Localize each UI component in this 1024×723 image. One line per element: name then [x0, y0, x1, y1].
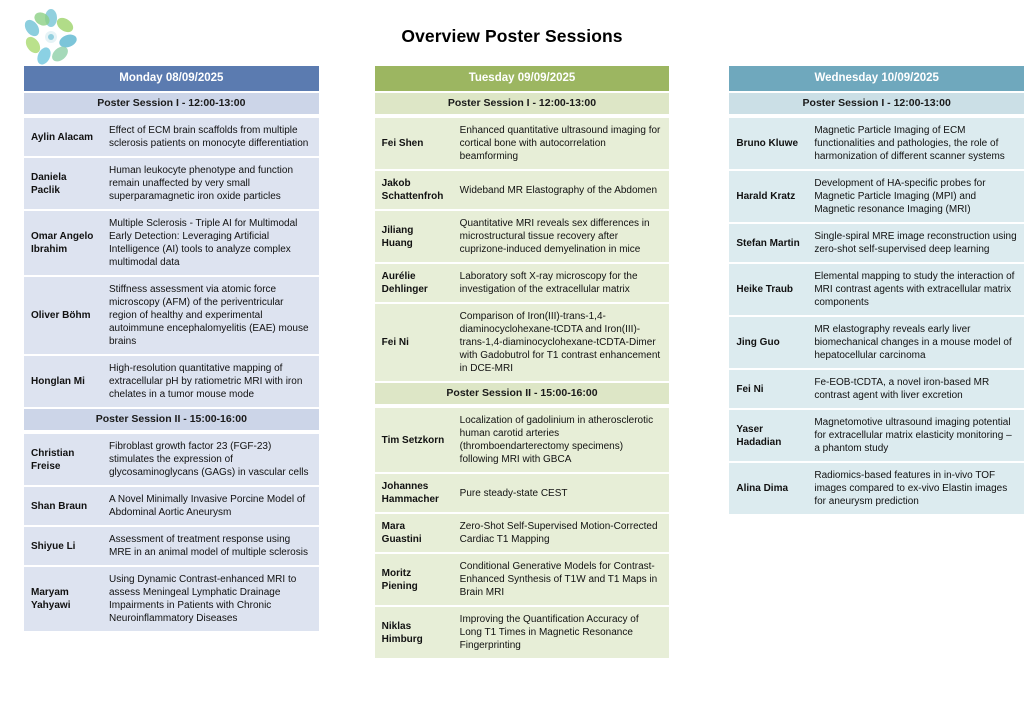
table-row — [375, 474, 670, 512]
poster-title: Effect of ECM brain scaffolds from multiple sclerosis patients on monocyte differentiation — [102, 118, 319, 156]
table-row — [375, 408, 670, 472]
poster-title: High-resolution quantitative mapping of extracellular pH by ratiometric MRI with iron chelates in a tumor mouse mode — [102, 356, 319, 407]
day-column-monday — [24, 66, 319, 660]
poster-title: A Novel Minimally Invasive Porcine Model of Abdominal Aortic Aneurysm — [102, 487, 319, 525]
table-row — [729, 463, 1024, 514]
presenter-name: Mara Guastini — [375, 514, 453, 552]
presenter-name: Harald Kratz — [729, 171, 807, 222]
presenter-name: Jiliang Huang — [375, 211, 453, 262]
session-header: Poster Session I - 12:00-13:00 — [729, 93, 1024, 114]
poster-table — [375, 406, 670, 660]
poster-title: Conditional Generative Models for Contrast-Enhanced Synthesis of T1W and T1 Maps in Brain MRI — [453, 554, 670, 605]
poster-title: Comparison of Iron(III)-trans-1,4-diaminocyclohexane-tCDTA and Iron(III)-trans-1,4-diaminocyclohexane-tCDTA-Dimer with Gadobutrol for T1 contrast enhancement in DCE-MRI — [453, 304, 670, 381]
presenter-name: Shiyue Li — [24, 527, 102, 565]
poster-table — [375, 116, 670, 383]
poster-title: Development of HA-specific probes for Magnetic Particle Imaging (MPI) and Magnetic resonance Imaging (MRI) — [807, 171, 1024, 222]
table-row — [375, 171, 670, 209]
page-title: Overview Poster Sessions — [401, 26, 623, 46]
poster-title: Stiffness assessment via atomic force microscopy (AFM) of the periventricular region of healthy and experimental autoimmune encephalomyelitis (EAE) mouse brains — [102, 277, 319, 354]
presenter-name: Jakob Schattenfroh — [375, 171, 453, 209]
table-row — [375, 554, 670, 605]
table-row — [375, 607, 670, 658]
day-header-monday: Monday 08/09/2025 — [24, 66, 319, 91]
table-row — [729, 410, 1024, 461]
table-row — [729, 317, 1024, 368]
poster-table — [729, 116, 1024, 516]
session-header: Poster Session I - 12:00-13:00 — [375, 93, 670, 114]
presenter-name: Christian Freise — [24, 434, 102, 485]
table-row — [24, 118, 319, 156]
table-row — [375, 304, 670, 381]
poster-title: Zero-Shot Self-Supervised Motion-Corrected Cardiac T1 Mapping — [453, 514, 670, 552]
presenter-name: Omar Angelo Ibrahim — [24, 211, 102, 275]
table-row — [24, 356, 319, 407]
table-row — [375, 118, 670, 169]
table-row — [24, 277, 319, 354]
poster-title: Radiomics-based features in in-vivo TOF images compared to ex-vivo Elastin images for aneurysm prediction — [807, 463, 1024, 514]
poster-title: Pure steady-state CEST — [453, 474, 670, 512]
table-row — [24, 158, 319, 209]
poster-title: Human leukocyte phenotype and function remain unaffected by very small superparamagnetic iron oxide particles — [102, 158, 319, 209]
poster-title: Wideband MR Elastography of the Abdomen — [453, 171, 670, 209]
presenter-name: Alina Dima — [729, 463, 807, 514]
table-row — [24, 567, 319, 631]
presenter-name: Heike Traub — [729, 264, 807, 315]
session-header: Poster Session II - 15:00-16:00 — [24, 409, 319, 430]
table-row — [375, 211, 670, 262]
poster-title: Fe-EOB-tCDTA, a novel iron-based MR contrast agent with liver excretion — [807, 370, 1024, 408]
presenter-name: Maryam Yahyawi — [24, 567, 102, 631]
table-row — [24, 487, 319, 525]
presenter-name: Stefan Martin — [729, 224, 807, 262]
columns-container — [0, 66, 1024, 660]
poster-table — [24, 432, 319, 633]
presenter-name: Tim Setzkorn — [375, 408, 453, 472]
poster-title: Quantitative MRI reveals sex differences in microstructural tissue recovery after cuprizone-induced demyelination in mice — [453, 211, 670, 262]
presenter-name: Honglan Mi — [24, 356, 102, 407]
presenter-name: Yaser Hadadian — [729, 410, 807, 461]
poster-title: Laboratory soft X-ray microscopy for the investigation of the extracellular matrix — [453, 264, 670, 302]
presenter-name: Niklas Himburg — [375, 607, 453, 658]
table-row — [729, 370, 1024, 408]
table-row — [729, 224, 1024, 262]
presenter-name: Fei Ni — [375, 304, 453, 381]
presenter-name: Johannes Hammacher — [375, 474, 453, 512]
poster-title: Fibroblast growth factor 23 (FGF-23) stimulates the expression of glycosaminoglycans (GAGs) in vascular cells — [102, 434, 319, 485]
day-column-tuesday — [375, 66, 670, 660]
poster-title: Assessment of treatment response using MRE in an animal model of multiple sclerosis — [102, 527, 319, 565]
presenter-name: Jing Guo — [729, 317, 807, 368]
presenter-name: Aurélie Dehlinger — [375, 264, 453, 302]
presenter-name: Fei Shen — [375, 118, 453, 169]
presenter-name: Bruno Kluwe — [729, 118, 807, 169]
table-row — [375, 264, 670, 302]
session-header: Poster Session I - 12:00-13:00 — [24, 93, 319, 114]
poster-title: Magnetic Particle Imaging of ECM functionalities and pathologies, the role of harmonization of different scanner systems — [807, 118, 1024, 169]
poster-title: Using Dynamic Contrast-enhanced MRI to assess Meningeal Lymphatic Drainage Impairments in Patients with Chronic Neuroinflammatory Diseases — [102, 567, 319, 631]
presenter-name: Daniela Paclik — [24, 158, 102, 209]
poster-table — [24, 116, 319, 409]
table-row — [24, 527, 319, 565]
table-row — [24, 211, 319, 275]
poster-title: Multiple Sclerosis - Triple AI for Multimodal Early Detection: Leveraging Artificial Intelligence (AI) tools to analyze complex multimodal data — [102, 211, 319, 275]
poster-title: Localization of gadolinium in atherosclerotic human carotid arteries (thromboendarterectomy specimens) following MRI with GBCA — [453, 408, 670, 472]
presenter-name: Oliver Böhm — [24, 277, 102, 354]
poster-title: Improving the Quantification Accuracy of Long T1 Times in Magnetic Resonance Fingerprinting — [453, 607, 670, 658]
presenter-name: Aylin Alacam — [24, 118, 102, 156]
session-header: Poster Session II - 15:00-16:00 — [375, 383, 670, 404]
poster-title: Elemental mapping to study the interaction of MRI contrast agents with extracellular matrix components — [807, 264, 1024, 315]
day-header-wednesday: Wednesday 10/09/2025 — [729, 66, 1024, 91]
presenter-name: Moritz Piening — [375, 554, 453, 605]
poster-title: Magnetomotive ultrasound imaging potential for extracellular matrix elasticity monitoring – a phantom study — [807, 410, 1024, 461]
poster-title: MR elastography reveals early liver biomechanical changes in a mouse model of hepatocellular carcinoma — [807, 317, 1024, 368]
presenter-name: Shan Braun — [24, 487, 102, 525]
day-header-tuesday: Tuesday 09/09/2025 — [375, 66, 670, 91]
poster-title: Enhanced quantitative ultrasound imaging for cortical bone with autocorrelation beamforming — [453, 118, 670, 169]
presenter-name: Fei Ni — [729, 370, 807, 408]
poster-title: Single-spiral MRE image reconstruction using zero-shot self-supervised deep learning — [807, 224, 1024, 262]
table-row — [729, 118, 1024, 169]
table-row — [729, 171, 1024, 222]
day-column-wednesday — [729, 66, 1024, 660]
table-row — [729, 264, 1024, 315]
table-row — [24, 434, 319, 485]
table-row — [375, 514, 670, 552]
